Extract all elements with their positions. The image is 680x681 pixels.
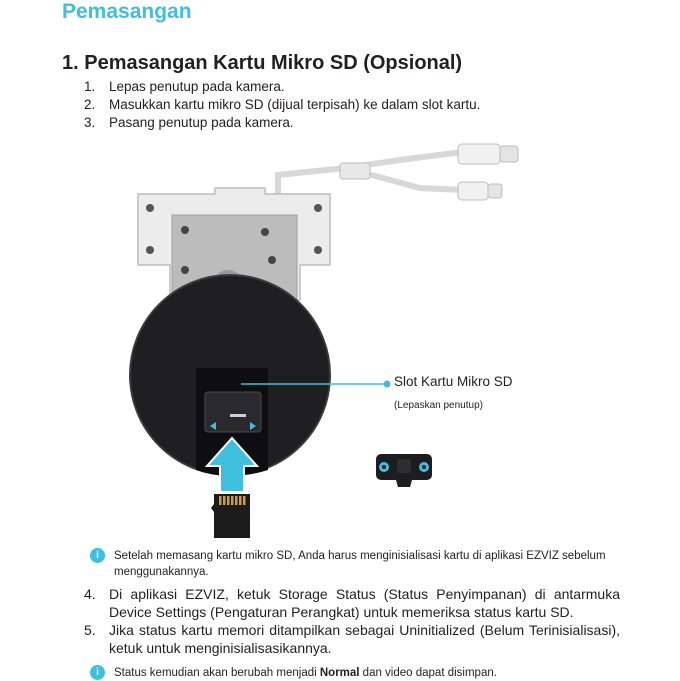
step-text: Di aplikasi EZVIZ, ketuk Storage Status (Status Penyimpanan) di antarmuka Device Settings (Pengaturan Perangkat) untuk memeriksa status kartu SD. xyxy=(109,586,620,620)
install-steps xyxy=(84,78,480,132)
step-text: Jika status kartu memori ditampilkan sebagai Uninitialized (Belum Terinisialisasi), ketuk untuk menginisialisasikannya. xyxy=(109,622,620,656)
step-number: 4. xyxy=(84,586,96,602)
note-text: Setelah memasang kartu mikro SD, Anda harus menginisialisasi kartu di aplikasi EZVIZ sebelum menggunakannya. xyxy=(114,550,606,578)
camera-illustration xyxy=(0,140,680,540)
callout-label: Slot Kartu Mikro SD xyxy=(394,374,513,389)
step-number: 1. xyxy=(84,79,96,94)
list-item xyxy=(84,621,620,657)
step-number: 5. xyxy=(84,622,96,638)
step-text: Masukkan kartu mikro SD (dijual terpisah) ke dalam slot kartu. xyxy=(109,97,481,112)
step-text: Lepas penutup pada kamera. xyxy=(109,79,285,94)
info-icon: i xyxy=(90,665,105,680)
list-item xyxy=(84,585,620,621)
callout-sublabel: (Lepaskan penutup) xyxy=(394,400,483,411)
status-normal: Normal xyxy=(319,667,360,679)
section-title: 1. Pemasangan Kartu Mikro SD (Opsional) xyxy=(62,52,463,74)
list-item xyxy=(84,78,480,96)
sd-card-icon xyxy=(211,494,250,538)
note-text xyxy=(114,665,497,681)
info-note xyxy=(90,548,610,580)
list-item xyxy=(84,96,480,114)
step-number: 3. xyxy=(84,115,96,130)
page-heading: Pemasangan xyxy=(62,0,192,23)
cover-icon xyxy=(376,454,432,487)
step-number: 2. xyxy=(84,97,96,112)
cable-connector-icon xyxy=(340,144,518,200)
list-item xyxy=(84,114,480,132)
step-text: Pasang penutup pada kamera. xyxy=(109,115,294,130)
info-note xyxy=(90,665,650,681)
note-text-end: dan video dapat disimpan. xyxy=(359,667,497,679)
info-icon: i xyxy=(90,548,105,563)
init-steps xyxy=(84,585,620,657)
note-text-start: Status kemudian akan berubah menjadi xyxy=(114,667,320,679)
